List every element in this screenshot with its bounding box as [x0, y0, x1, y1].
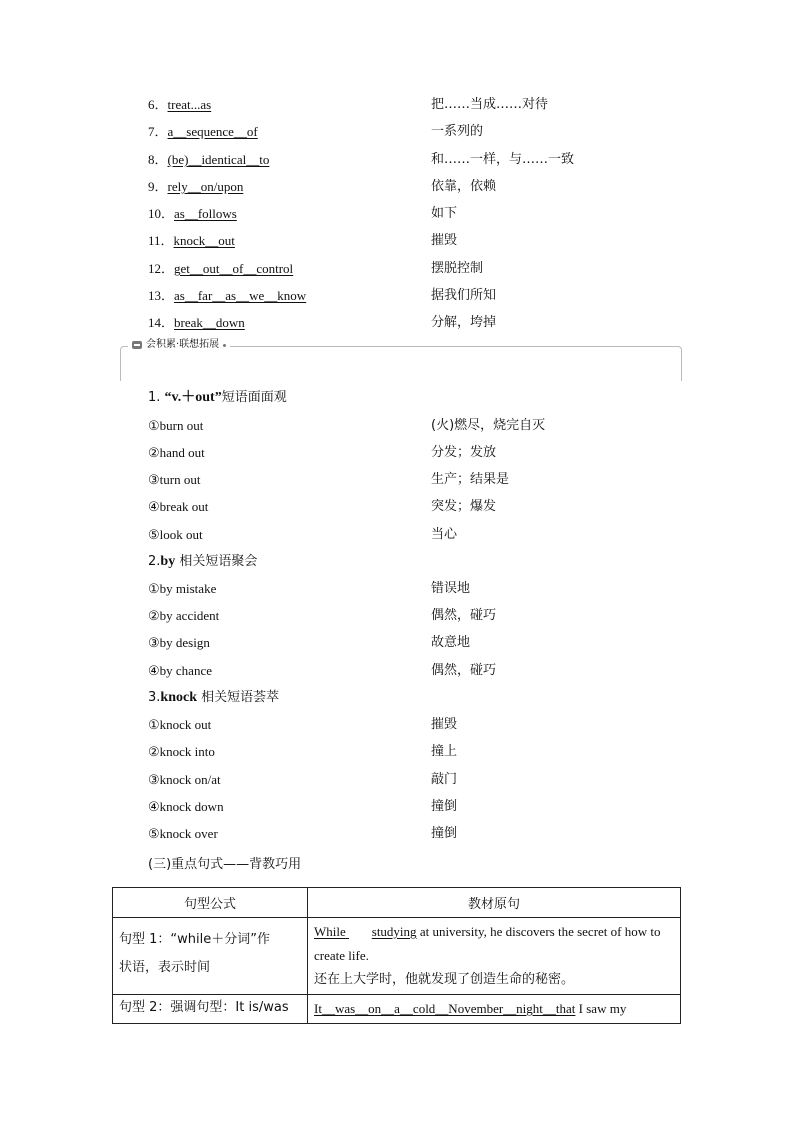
item-chinese: 故意地 [431, 635, 471, 650]
phrase-english: as__far__as__we__know [174, 288, 307, 303]
item-english: ③by design [148, 635, 210, 650]
formula-text: 状语，表示时间 [119, 960, 211, 975]
item-english: ③knock on/at [148, 772, 221, 787]
item-chinese: 摧毁 [431, 717, 458, 732]
table-row [113, 995, 681, 1024]
phrase-number: 13． [148, 288, 175, 303]
item-chinese: 生产；结果是 [431, 472, 510, 487]
sentence-cell [308, 995, 681, 1024]
sentence-cell [308, 918, 681, 995]
item-english: ②knock into [148, 744, 215, 759]
phrase-number: 7． [148, 124, 168, 139]
section-box-label [128, 338, 230, 352]
phrase-number: 14． [148, 315, 175, 330]
phrase-number: 8． [148, 152, 168, 167]
sentence-text: at university, he discovers the secret of how to create life. [314, 924, 661, 963]
item-english: ①knock out [148, 717, 212, 732]
item-chinese: 撞上 [431, 744, 458, 759]
group-heading-keyword: knock [160, 690, 197, 705]
phrase-number: 6． [148, 97, 168, 112]
phrase-english: rely__on/upon [167, 179, 244, 194]
item-english: ①by mistake [148, 581, 217, 596]
item-english: ①burn out [148, 418, 204, 433]
sentence-pattern-table [112, 887, 681, 1024]
phrase-chinese: 摧毁 [431, 233, 458, 248]
phrase-chinese: 把……当成……对待 [431, 97, 549, 112]
phrase-english: a__sequence__of [167, 124, 258, 139]
table-row [113, 918, 681, 995]
group-heading-text: 短语面面观 [221, 390, 287, 405]
item-chinese: 撞倒 [431, 799, 458, 814]
item-chinese: 偶然，碰巧 [431, 663, 497, 678]
phrase-chinese: 摆脱控制 [431, 261, 484, 276]
phrase-number: 11． [148, 233, 174, 248]
item-chinese: 偶然，碰巧 [431, 608, 497, 623]
phrase-english: treat...as [167, 97, 212, 112]
phrase-english: get__out__of__control [174, 261, 294, 276]
dot-icon [223, 344, 226, 347]
item-english: ④knock down [148, 799, 224, 814]
sentence-underlined: While [314, 924, 346, 939]
item-chinese: 撞倒 [431, 826, 458, 841]
formula-text: 句型 2：强调句型：It is/was [119, 1000, 289, 1015]
group-heading-text: 相关短语荟萃 [196, 690, 280, 705]
item-english: ④by chance [148, 663, 212, 678]
item-chinese: 分发；发放 [431, 445, 497, 460]
sentence-text: I saw my [575, 1001, 627, 1016]
phrase-chinese: 一系列的 [431, 124, 484, 139]
sentence-translation: 还在上大学时，他就发现了创造生命的秘密。 [314, 972, 575, 987]
phrase-number: 10． [148, 206, 175, 221]
formula-cell [113, 995, 308, 1024]
item-chinese: 当心 [431, 527, 458, 542]
phrase-english: (be)__identical__to [167, 152, 270, 167]
phrase-english: knock__out [173, 233, 235, 248]
formula-text: 句型 1：“while＋分词”作 [119, 932, 270, 947]
phrase-chinese: 依靠，依赖 [431, 179, 497, 194]
section-title-text: (三)重点句式——背教巧用 [148, 857, 302, 872]
phrase-english: break__down [174, 315, 245, 330]
table-header: 教材原句 [308, 888, 681, 918]
phrase-number: 12． [148, 261, 175, 276]
sentence-underlined: It__was__on__a__cold__November__night__that [314, 1001, 576, 1016]
minus-square-icon [132, 341, 142, 349]
phrase-chinese: 分解，垮掉 [431, 315, 497, 330]
group-heading-keyword: “v.＋out” [164, 390, 222, 405]
group-heading-number: 2. [148, 554, 161, 569]
item-chinese: 敲门 [431, 772, 458, 787]
item-english: ④break out [148, 499, 209, 514]
phrase-number: 9． [148, 179, 168, 194]
table-header-row [113, 888, 681, 918]
item-chinese: 突发；爆发 [431, 499, 497, 514]
group-heading-number: 1. [148, 390, 165, 405]
group-heading-text: 相关短语聚会 [175, 554, 258, 569]
formula-cell [113, 918, 308, 995]
phrase-chinese: 据我们所知 [431, 288, 497, 303]
item-chinese: (火)燃尽，烧完自灭 [431, 418, 546, 433]
phrase-chinese: 和……一样，与……一致 [431, 152, 575, 167]
sentence-underlined: studying [371, 924, 417, 939]
item-english: ⑤look out [148, 527, 203, 542]
item-english: ②by accident [148, 608, 220, 623]
item-chinese: 错误地 [431, 581, 471, 596]
item-english: ②hand out [148, 445, 205, 460]
group-heading-number: 3. [148, 690, 161, 705]
item-english: ③turn out [148, 472, 201, 487]
phrase-english: as__follows [174, 206, 237, 221]
group-heading-keyword: by [160, 554, 176, 569]
table-header: 句型公式 [113, 888, 308, 918]
phrase-chinese: 如下 [431, 206, 458, 221]
section-box-title: 会积累·联想拓展 [146, 339, 220, 350]
item-english: ⑤knock over [148, 826, 218, 841]
